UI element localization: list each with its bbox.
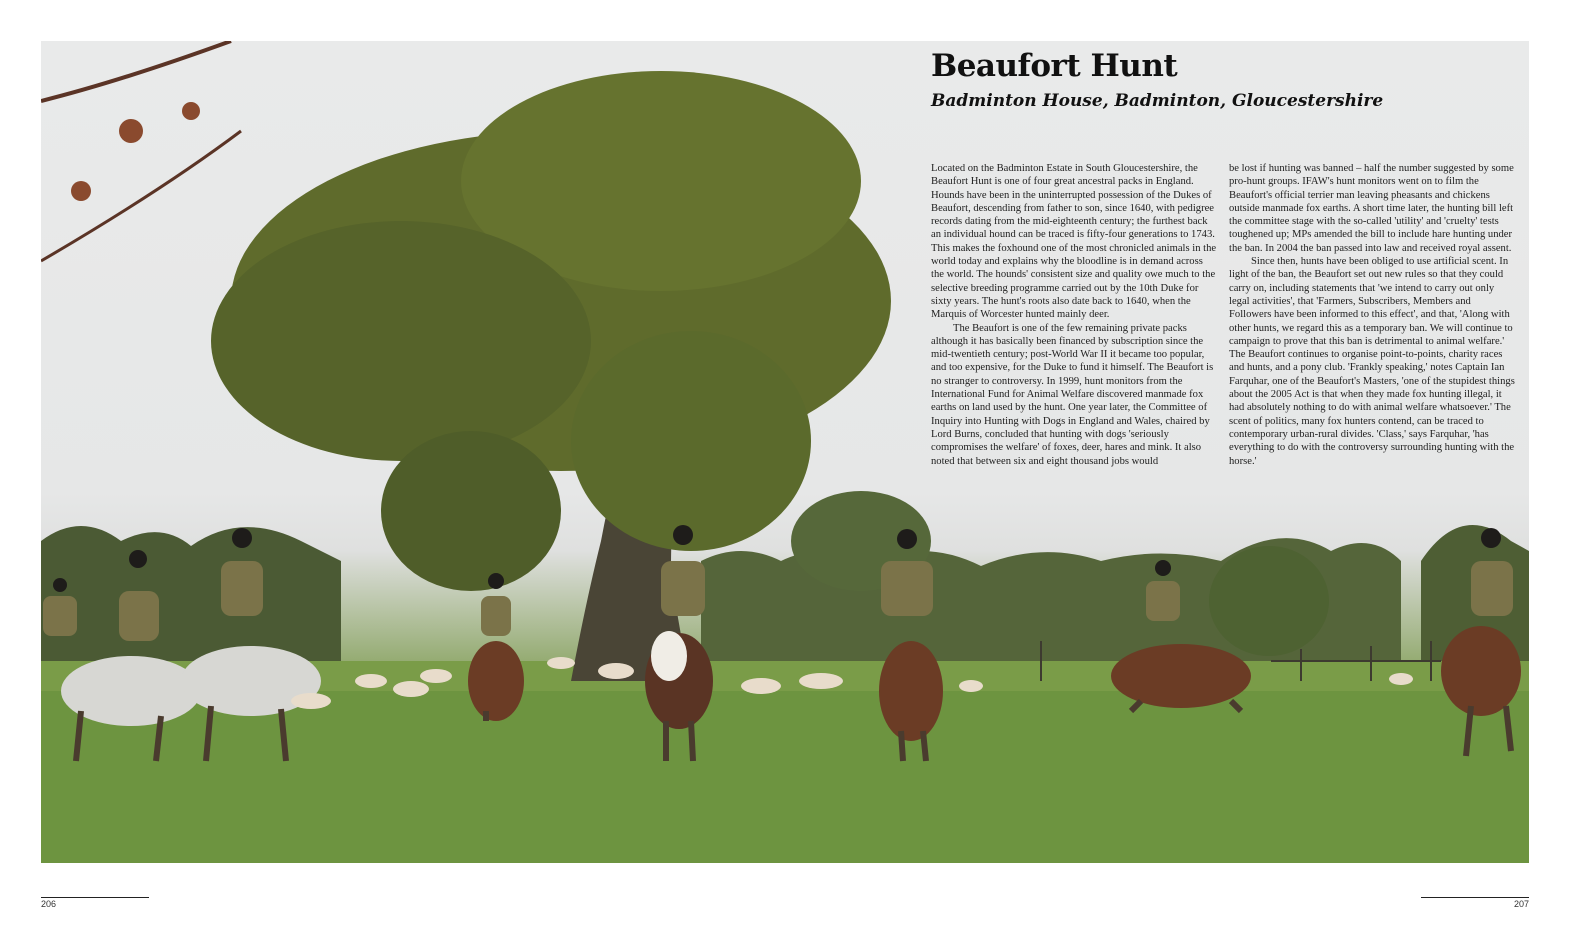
body-paragraph: The Beaufort is one of the few remaining private packs although it has basically been financed by subscription since the mid-twentieth century; post-World War II it became too popular, and too expensive, for the Duke to fund it himself. The Beaufort is no stranger to controversy. In 1999, hunt monitors from the International Fund for Animal Welfare discovered manmade fox earths on land used by the hunt. One year later, the Committee of Inquiry into Hunting with Dogs in England and Wales, chaired by Lord Burns, concluded that hunting with dogs 'seriously compromises the welfare' of foxes, deer, hares and mink. It also noted that between six and eight thousand jobs would xyxy=(931,322,1214,467)
body-paragraph: Located on the Badminton Estate in South Gloucestershire, the Beaufort Hunt is one of four great ancestral packs in England. Hounds have been in the uninterrupted possession of the Dukes of Beaufort, descending from father to son, since 1640, with pedigree records dating from the mid-eighteenth century; the furthest back an individual hound can be traced is fifty-four generations to 1743. This makes the foxhound one of the most chronicled animals in the world today and explains why the bloodline is in demand across the world. The hounds' consistent size and quality owe much to the selective breeding programme carried out by the 10th Duke for sixty years. The hunt's roots also date back to 1640, when the Marquis of Worcester hunted mainly deer. xyxy=(931,163,1217,321)
page-number-left: 206 xyxy=(41,897,149,913)
body-paragraph: be lost if hunting was banned – half the number suggested by some pro-hunt groups. IFAW's hunt monitors went on to film the Beaufort's official terrier man leaving pheasants and chickens outside manmade fox earths. A short time later, the hunting bill left the committee stage with the so-called 'utility' and 'cruelty' tests toughened up; MPs amended the bill to include hare hunting under the ban. In 2004 the ban passed into law and received royal assent. xyxy=(1229,163,1514,254)
page-number-right: 207 xyxy=(1421,897,1529,913)
body-paragraph: Since then, hunts have been obliged to use artificial scent. In light of the ban, the Beaufort set out new rules so that they could carry on, including statements that 'we intend to carry out only legal activities', that 'Farmers, Subscribers, Members and Followers have been informed to this effect', and that, 'Along with other hunts, we regard this as a temporary ban. We will continue to campaign to prove that this ban is detrimental to animal welfare.' The Beaufort continues to organise point-to-points, charity races and hunts, and a pony club. 'Frankly speaking,' notes Captain Ian Farquhar, one of the Beaufort's Masters, 'one of the stupidest things about the 2005 Act is that when they made fox hunting illegal, it had absolutely nothing to do with animal welfare whatsoever.' The scent of politics, many fox hunters contend, can be traced to contemporary urban-rural divides. 'Class,' says Farquhar, 'has everything to do with the controversy surrounding hunting with the horse.' xyxy=(1229,256,1515,467)
article-subtitle: Badminton House, Badminton, Gloucestershire xyxy=(931,91,1384,111)
body-column-right xyxy=(1229,162,1515,468)
body-column-left xyxy=(931,162,1217,468)
article-title: Beaufort Hunt xyxy=(931,48,1178,84)
